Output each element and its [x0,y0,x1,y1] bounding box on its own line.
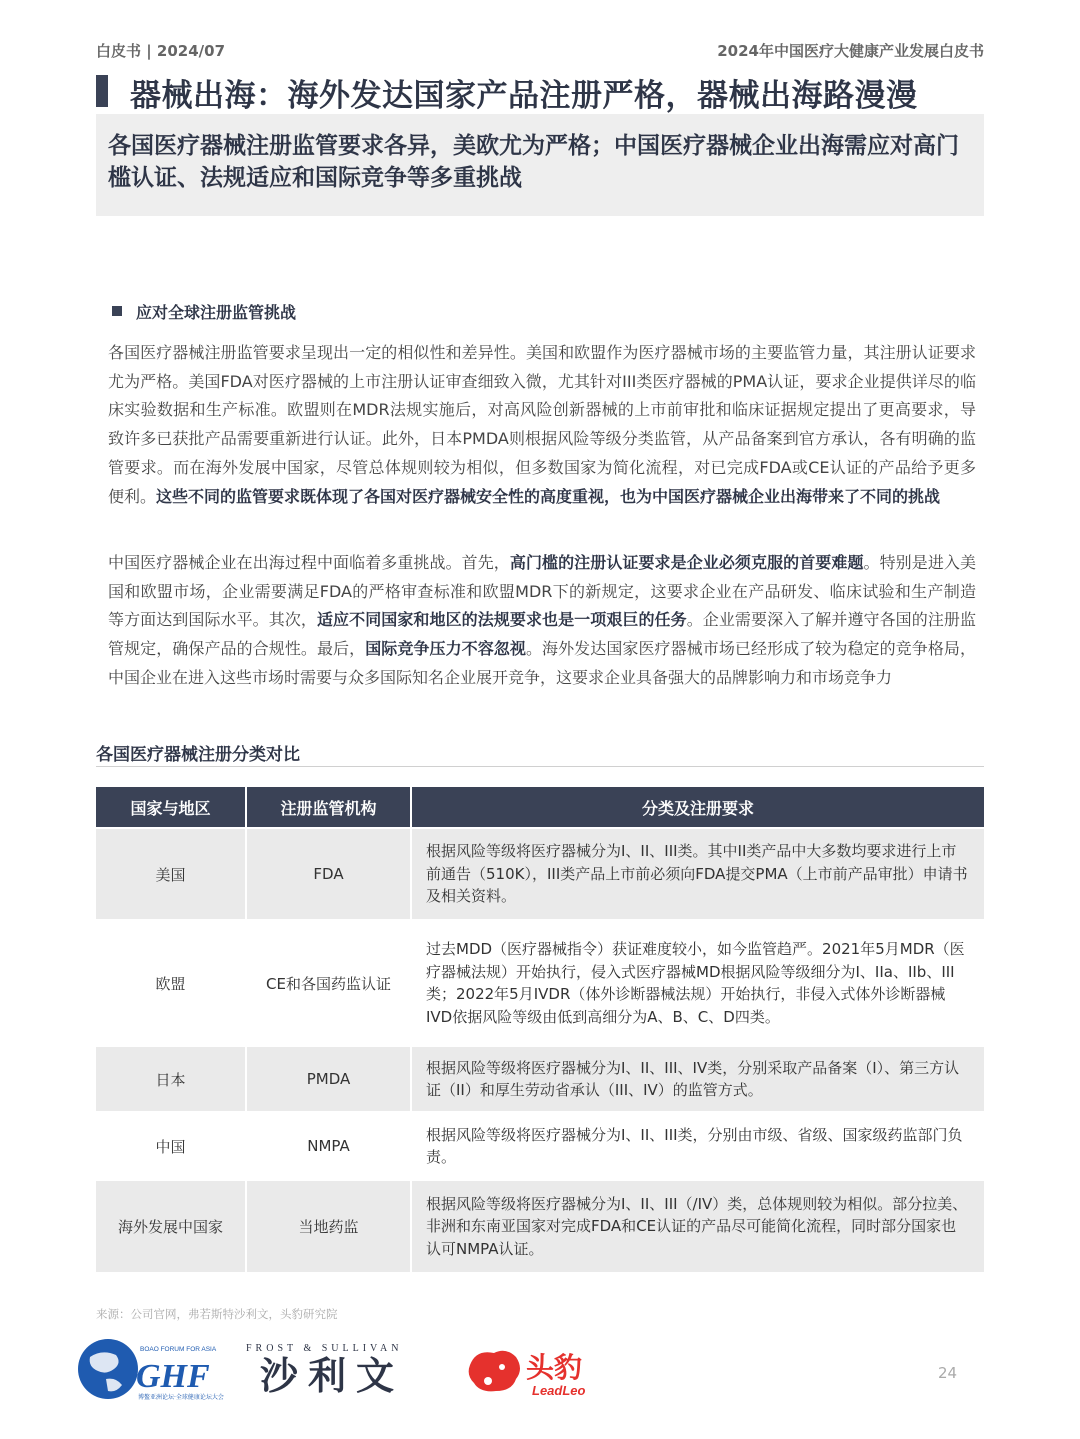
requirements-cell: 过去MDD（医疗器械指令）获证难度较小，如今监管趋严。2021年5月MDR（医疗器械法规）开始执行，侵入式医疗器械MD根据风险等级细分为I、IIa、IIb、III类；2022年5月IVDR（体外诊断器械法规）开始执行，非侵入式体外诊断器械IVD依据风险等级由低到高细分为A、B、C、D四类。 [411,920,984,1046]
paragraph-1-text: 各国医疗器械注册监管要求呈现出一定的相似性和差异性。美国和欧盟作为医疗器械市场的主要监管力量，其注册认证要求尤为严格。美国FDA对医疗器械的上市注册认证审查细致入微，尤其针对III类医疗器械的PMA认证，要求企业提供详尽的临床实验数据和生产标准。欧盟则在MDR法规实施后，对高风险创新器械的上市前审批和临床证据规定提出了更高要求，导致许多已获批产品需要重新进行认证。此外，日本PMDA则根据风险等级分类监管，从产品备案到官方承认，各有明确的监管要求。而在海外发展中国家，尽管总体规则较为相似，但多数国家为简化流程，对已完成FDA或CE认证的产品给予更多便利。 [108,343,976,506]
table-row [96,828,984,920]
table-row [96,1046,984,1112]
frost-sullivan-en: FROST & SULLIVAN [246,1343,403,1354]
agency-cell: FDA [246,828,411,920]
region-cell: 中国 [96,1112,246,1180]
leadleo-en: LeadLeo [532,1383,586,1398]
requirements-cell: 根据风险等级将医疗器械分为I、II、III类，分别由市级、省级、国家级药监部门负责。 [411,1112,984,1180]
table-title-divider [96,766,984,767]
subtitle-box [96,114,984,216]
header-region: 国家与地区 [96,787,246,828]
ghf-sub-text: 博鳌亚洲论坛·全球健康论坛大会 [138,1394,224,1401]
title-accent-bar [96,75,108,107]
ghf-main-text: GHF [136,1358,210,1395]
requirements-cell: 根据风险等级将医疗器械分为I、II、III、IV类，分别采取产品备案（I）、第三方认证（II）和厚生劳动省承认（III、IV）的监管方式。 [411,1046,984,1112]
paragraph-2 [108,549,976,693]
table-header-row [96,787,984,828]
source-note: 来源：公司官网，弗若斯特沙利文，头豹研究院 [96,1307,338,1321]
subtitle: 各国医疗器械注册监管要求各异，美欧尤为严格；中国医疗器械企业出海需应对高门槛认证、法规适应和国际竞争等多重挑战 [108,133,959,191]
paragraph-2-text-4: 。海外发达国家医疗器械市场已经形成了较为稳定的竞争格局，中国企业在进入这些市场时需要与众多国际知名企业展开竞争，这要求企业具备强大的品牌影响力和市场竞争力 [108,639,976,687]
paragraph-2-text-3: 。企业需要深入了解并遵守各国的注册监管规定，确保产品的合规性。最后， [108,610,976,659]
region-cell: 美国 [96,828,246,920]
header-left: 白皮书 | 2024/07 [96,42,226,60]
header-requirements: 分类及注册要求 [411,787,984,828]
comparison-table [96,787,984,1272]
table-row [96,920,984,1046]
region-cell: 日本 [96,1046,246,1112]
paragraph-2-bold-2: 适应不同国家和地区的法规要求也是一项艰巨的任务 [316,610,687,630]
leadleo-logo [469,1351,586,1398]
paragraph-2-text-1: 中国医疗器械企业在出海过程中面临着多重挑战。首先， [108,553,510,572]
requirements-cell: 根据风险等级将医疗器械分为I、II、III类。其中II类产品中大多数均要求进行上市前通告（510K），III类产品上市前必须向FDA提交PMA（上市前产品审批）申请书及相关资料。 [411,828,984,920]
table-title: 各国医疗器械注册分类对比 [96,745,300,765]
paragraph-1-bold: 这些不同的监管要求既体现了各国对医疗器械安全性的高度重视，也为中国医疗器械企业出海带来了不同的挑战 [156,486,941,506]
table-row [96,1112,984,1180]
ghf-logo [78,1339,224,1401]
header-agency: 注册监管机构 [246,787,411,828]
agency-cell: 当地药监 [246,1180,411,1272]
page-title: 器械出海：海外发达国家产品注册严格，器械出海路漫漫 [130,78,918,114]
requirements-cell: 根据风险等级将医疗器械分为I、II、III（/IV）类，总体规则较为相似。部分拉美、非洲和东南亚国家对完成FDA和CE认证的产品尽可能简化流程，同时部分国家也认可NMPA认证。 [411,1180,984,1272]
agency-cell: CE和各国药监认证 [246,920,411,1046]
page-number: 24 [938,1364,958,1382]
leopard-icon [469,1351,520,1392]
agency-cell: NMPA [246,1112,411,1180]
header-right: 2024年中国医疗大健康产业发展白皮书 [717,42,984,60]
section-heading-text: 应对全球注册监管挑战 [136,303,297,322]
paragraph-2-bold-1: 高门槛的注册认证要求是企业必须克服的首要难题 [509,553,864,572]
footer-logos [76,1335,636,1415]
frost-sullivan-cn: 沙利文 [260,1354,405,1398]
table-row [96,1180,984,1272]
agency-cell: PMDA [246,1046,411,1112]
ghf-top-text: BOAO FORUM FOR ASIA [140,1346,217,1353]
region-cell: 海外发展中国家 [96,1180,246,1272]
paragraph-2-text-2: 。特别是进入美国和欧盟市场，企业需要满足FDA的严格审查标准和欧盟MDR下的新规定，这要求企业在产品研发、临床试验和生产制造等方面达到国际水平。其次， [108,553,976,630]
paragraph-1 [108,339,976,511]
square-bullet-icon [112,306,122,316]
leadleo-cn: 头豹 [526,1351,583,1384]
frost-sullivan-logo [246,1343,404,1398]
section-heading [112,300,296,323]
region-cell: 欧盟 [96,920,246,1046]
paragraph-2-bold-3: 国际竞争压力不容忽视 [365,639,526,659]
